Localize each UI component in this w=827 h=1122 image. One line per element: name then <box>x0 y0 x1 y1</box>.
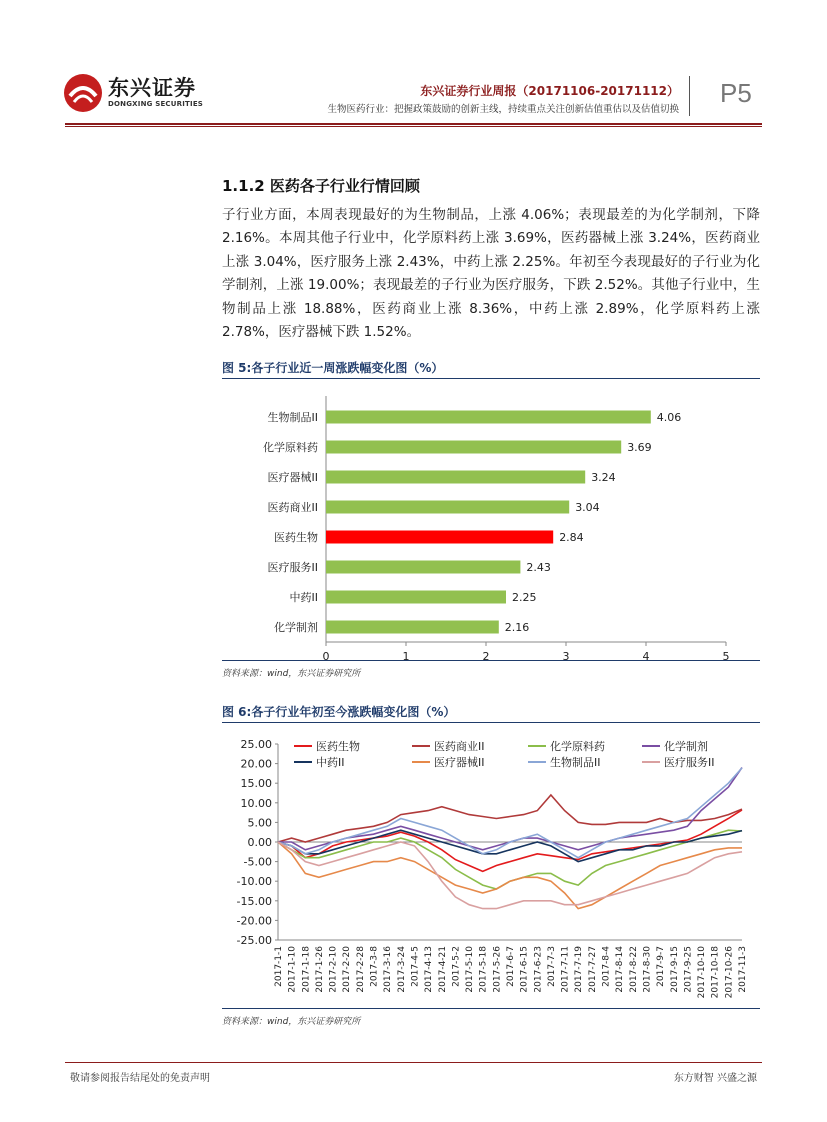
x-tick-label: 2017-9-25 <box>683 946 694 993</box>
x-tick-label: 2017-8-14 <box>615 946 626 993</box>
x-tick-label: 2017-2-20 <box>342 946 353 993</box>
section-paragraph: 子行业方面，本周表现最好的为生物制品，上涨 4.06%；表现最差的为化学制剂，下降 2.16%。本周其他子行业中，化学原料药上涨 3.69%，医药器械上涨 3.24%，医药商业上涨 3.04%，医疗服务上涨 2.43%，中药上涨 2.25%。年初至今表现最好的子行业为化学制剂，上涨 19.00%；表现最差的子行业为医疗服务，下跌 2.52%。其他子行业中，生物制品上涨 18.88%，医药商业上涨 8.36%，中药上涨 2.89%，化学原料药上涨 2.78%，医疗器械下跌 1.52%。 <box>222 207 760 341</box>
x-tick-label: 2017-4-13 <box>424 946 435 993</box>
x-tick-label: 2017-4-5 <box>410 946 421 987</box>
y-tick-label: 5.00 <box>247 816 272 830</box>
data-label: 2.25 <box>512 591 537 604</box>
x-tick-label: 2017-7-19 <box>574 946 585 993</box>
x-tick-label: 2017-2-28 <box>355 946 366 993</box>
y-tick-label: 0.00 <box>247 836 272 849</box>
category-label: 化学原料药 <box>263 441 318 454</box>
figure5-title: 图 5:各子行业近一周涨跌幅变化图（%） <box>222 361 444 375</box>
figure5-source: 资料来源：wind，东兴证券研究所 <box>222 669 361 679</box>
x-tick-label: 2017-7-27 <box>587 946 598 993</box>
legend-label: 医药商业II <box>434 740 485 753</box>
x-tick-label: 3 <box>562 650 570 660</box>
brand-name-en: DONGXING SECURITIES <box>108 100 204 108</box>
figure6-top-rule <box>222 722 760 723</box>
bar <box>326 561 520 574</box>
x-tick-label: 2017-9-7 <box>656 946 667 987</box>
y-tick-label: 15.00 <box>240 777 272 791</box>
legend-label: 中药II <box>316 756 345 769</box>
data-label: 2.16 <box>504 621 530 634</box>
x-tick-label: 2017-9-15 <box>669 946 680 993</box>
series-line <box>278 842 742 909</box>
x-tick-label: 0 <box>322 650 330 660</box>
figure6-title: 图 6:各子行业年初至今涨跌幅变化图（%） <box>222 705 456 719</box>
legend-label: 医药生物 <box>316 740 360 753</box>
x-tick-label: 2017-5-10 <box>465 946 476 993</box>
page-number: P5 <box>720 78 752 108</box>
y-tick-label: -20.00 <box>236 914 272 928</box>
category-label: 化学制剂 <box>274 621 318 634</box>
y-tick-label: -25.00 <box>236 934 272 947</box>
data-label: 3.69 <box>627 441 652 454</box>
x-tick-label: 2017-10-10 <box>697 946 708 999</box>
y-tick-label: -5.00 <box>243 855 272 869</box>
legend-label: 生物制品II <box>550 756 601 769</box>
x-tick-label: 2017-7-3 <box>546 946 557 987</box>
x-tick-label: 5 <box>722 650 730 660</box>
report-title: 东兴证券行业周报（20171106-20171112） <box>420 84 679 98</box>
data-label: 4.06 <box>656 411 682 424</box>
footer-rule <box>65 1062 762 1063</box>
x-tick-label: 2017-5-2 <box>451 946 462 987</box>
y-tick-label: 20.00 <box>240 757 272 771</box>
x-tick-label: 2017-5-18 <box>478 946 489 993</box>
x-tick-label: 2017-3-8 <box>369 946 380 987</box>
figure5-bottom-rule <box>222 660 760 661</box>
x-tick-label: 2017-4-21 <box>437 946 448 993</box>
legend-label: 化学制剂 <box>664 740 708 753</box>
x-tick-label: 2017-8-22 <box>628 946 639 993</box>
header-rule <box>65 123 762 125</box>
x-tick-label: 2017-1-18 <box>301 946 312 993</box>
x-tick-label: 2017-6-23 <box>533 946 544 993</box>
x-tick-label: 2017-7-11 <box>560 946 571 993</box>
bar <box>326 531 553 544</box>
header-rule-secondary <box>65 126 762 127</box>
y-tick-label: 25.00 <box>240 738 272 751</box>
footer-slogan: 东方财智 兴盛之源 <box>673 1073 757 1084</box>
y-tick-label: -10.00 <box>236 875 272 889</box>
series-line <box>278 830 742 889</box>
data-label: 2.43 <box>526 561 551 574</box>
dongxing-logo <box>62 72 202 116</box>
report-subtitle: 生物医药行业：把握政策鼓励的创新主线，持续重点关注创新估值重估以及估值切换 <box>327 104 679 115</box>
x-tick-label: 2017-6-7 <box>506 946 516 987</box>
x-tick-label: 2017-6-15 <box>519 946 530 993</box>
figure5-top-rule <box>222 378 760 379</box>
bar <box>326 411 651 424</box>
dongxing-logo-mark-icon <box>62 72 104 114</box>
figure6-line-chart <box>222 726 760 1006</box>
category-label: 医药生物 <box>274 531 318 544</box>
x-tick-label: 2017-8-30 <box>642 946 653 993</box>
data-label: 3.24 <box>591 471 616 484</box>
x-tick-label: 2017-1-1 <box>274 946 284 987</box>
category-label: 中药II <box>289 591 318 604</box>
bar <box>326 441 621 454</box>
x-tick-label: 4 <box>642 650 650 660</box>
bar <box>326 591 506 604</box>
x-tick-label: 2017-2-10 <box>328 946 339 993</box>
x-tick-label: 2017-3-16 <box>383 946 394 993</box>
series-line <box>278 795 742 842</box>
bar <box>326 501 569 514</box>
category-label: 医疗服务II <box>267 561 318 574</box>
bar <box>326 471 585 484</box>
legend-label: 医疗器械II <box>434 756 485 769</box>
data-label: 3.04 <box>575 501 600 514</box>
category-label: 医药商业II <box>267 501 318 514</box>
legend-label: 医疗服务II <box>664 756 715 769</box>
y-tick-label: -15.00 <box>236 894 272 908</box>
x-tick-label: 1 <box>402 650 410 660</box>
brand-name-cn: 东兴证券 <box>108 76 196 100</box>
x-tick-label: 2017-8-4 <box>601 946 612 987</box>
y-tick-label: 10.00 <box>240 796 272 810</box>
x-tick-label: 2017-10-18 <box>710 946 721 999</box>
legend-label: 化学原料药 <box>550 740 605 753</box>
x-tick-label: 2 <box>482 650 490 660</box>
series-line <box>278 842 742 909</box>
category-label: 生物制品II <box>267 411 318 424</box>
figure6-source: 资料来源：wind，东兴证券研究所 <box>222 1017 361 1027</box>
x-tick-label: 2017-1-26 <box>314 946 325 993</box>
x-tick-label: 2017-5-26 <box>492 946 503 993</box>
footer-disclaimer: 敬请参阅报告结尾处的免责声明 <box>70 1073 210 1084</box>
figure5-bar-chart <box>222 388 760 660</box>
bar <box>326 621 499 634</box>
section-title: 1.1.2 医药各子行业行情回顾 <box>222 177 420 195</box>
figure6-bottom-rule <box>222 1008 760 1009</box>
x-tick-label: 2017-11-3 <box>738 946 748 993</box>
x-tick-label: 2017-1-10 <box>287 946 298 993</box>
header-separator <box>689 76 690 116</box>
x-tick-label: 2017-10-26 <box>724 946 735 999</box>
data-label: 2.84 <box>559 531 584 544</box>
category-label: 医疗器械II <box>267 471 318 484</box>
series-line <box>278 768 742 858</box>
x-tick-label: 2017-3-24 <box>396 946 407 993</box>
